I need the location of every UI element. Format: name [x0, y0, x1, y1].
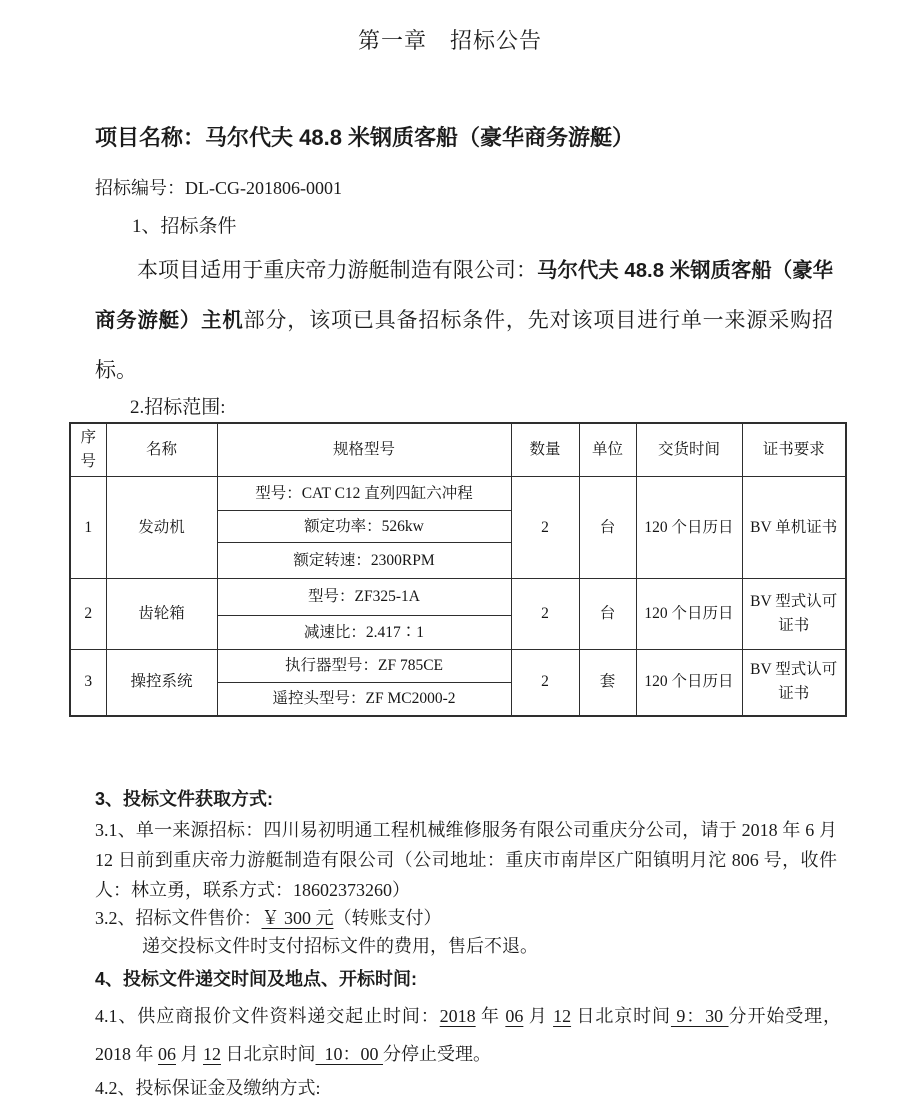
- cell-gearbox-spec-model: 型号：ZF325-1A: [217, 579, 511, 616]
- table-row-gearbox-1: [70, 579, 846, 616]
- section-4-1-paragraph: 4.1、供应商报价文件资料递交起止时间：2018 年 06 月 12 日北京时间 9：30 分开始受理，2018 年 06 月 12 日北京时间 10：00 分停止受理。: [95, 1005, 842, 1064]
- chapter-title: 第一章 招标公告: [357, 28, 542, 53]
- cell-engine-unit: 台: [579, 477, 636, 579]
- section-3-heading: 3、投标文件获取方式:: [95, 788, 274, 809]
- cell-engine-name: 发动机: [106, 477, 217, 579]
- cell-engine-no: 1: [70, 477, 106, 579]
- cell-gearbox-spec-ratio: 减速比：2.417∶1: [217, 616, 511, 650]
- cell-control-name: 操控系统: [106, 650, 217, 716]
- cell-control-spec-remote: 遥控头型号：ZF MC2000-2: [217, 683, 511, 716]
- cell-engine-spec-model: 型号：CAT C12 直列四缸六冲程: [217, 477, 511, 511]
- col-header-no: 序号: [70, 423, 106, 477]
- section-3-2-line: 3.2、招标文件售价：￥ 300 元（转账支付）: [95, 907, 442, 928]
- fee-note-line: 递交投标文件时支付招标文件的费用，售后不退。: [142, 935, 538, 956]
- cell-engine-spec-rpm: 额定转速：2300RPM: [217, 543, 511, 579]
- col-header-unit: 单位: [579, 423, 636, 477]
- col-header-spec: 规格型号: [217, 423, 511, 477]
- table-row-control-1: [70, 650, 846, 683]
- cell-control-no: 3: [70, 650, 106, 716]
- project-name-heading: 项目名称：马尔代夫 48.8 米钢质客船（豪华商务游艇）: [95, 125, 635, 150]
- table-row-engine-1: [70, 477, 846, 511]
- section-1-paragraph: 本项目适用于重庆帝力游艇制造有限公司：马尔代夫 48.8 米钢质客船（豪华商务游艇）主机部分，该项已具备招标条件，先对该项目进行单一来源采购招标。: [95, 258, 834, 382]
- cell-engine-cert: BV 单机证书: [742, 477, 846, 579]
- col-header-cert: 证书要求: [742, 423, 846, 477]
- table-header-row: [70, 423, 846, 477]
- cell-gearbox-cert: BV 型式认可证书: [742, 579, 846, 650]
- tender-number-line: [95, 175, 900, 201]
- cell-control-cert: BV 型式认可证书: [742, 650, 846, 716]
- cell-control-qty: 2: [511, 650, 579, 716]
- cell-engine-qty: 2: [511, 477, 579, 579]
- tender-scope-table: [69, 422, 847, 717]
- cell-gearbox-unit: 台: [579, 579, 636, 650]
- cell-gearbox-qty: 2: [511, 579, 579, 650]
- cell-control-spec-actuator: 执行器型号：ZF 785CE: [217, 650, 511, 683]
- section-1-heading: 1、招标条件: [132, 216, 237, 237]
- tender-number-label: 招标编号：: [95, 178, 185, 198]
- col-header-name: 名称: [106, 423, 217, 477]
- section-4-heading: 4、投标文件递交时间及地点、开标时间:: [95, 968, 418, 989]
- cell-control-unit: 套: [579, 650, 636, 716]
- section-3-1-paragraph: 3.1、单一来源招标：四川易初明通工程机械维修服务有限公司重庆分公司，请于 2018 年 6 月 12 日前到重庆帝力游艇制造有限公司（公司地址：重庆市南岸区广阳镇明月沱 806 号，收件人：林立勇，联系方式：18602373260）: [95, 819, 837, 900]
- cell-engine-spec-power: 额定功率：526kw: [217, 511, 511, 543]
- tender-number-value: DL-CG-201806-0001: [185, 178, 342, 198]
- cell-gearbox-no: 2: [70, 579, 106, 650]
- section-2-heading: 2.招标范围:: [130, 397, 226, 418]
- tender-scope-table-wrap: [69, 422, 900, 717]
- cell-engine-delivery: 120 个日历日: [636, 477, 742, 579]
- col-header-delivery: 交货时间: [636, 423, 742, 477]
- section-4-2-heading: 4.2、投标保证金及缴纳方式:: [95, 1077, 321, 1098]
- cell-gearbox-delivery: 120 个日历日: [636, 579, 742, 650]
- cell-gearbox-name: 齿轮箱: [106, 579, 217, 650]
- cell-control-delivery: 120 个日历日: [636, 650, 742, 716]
- col-header-qty: 数量: [511, 423, 579, 477]
